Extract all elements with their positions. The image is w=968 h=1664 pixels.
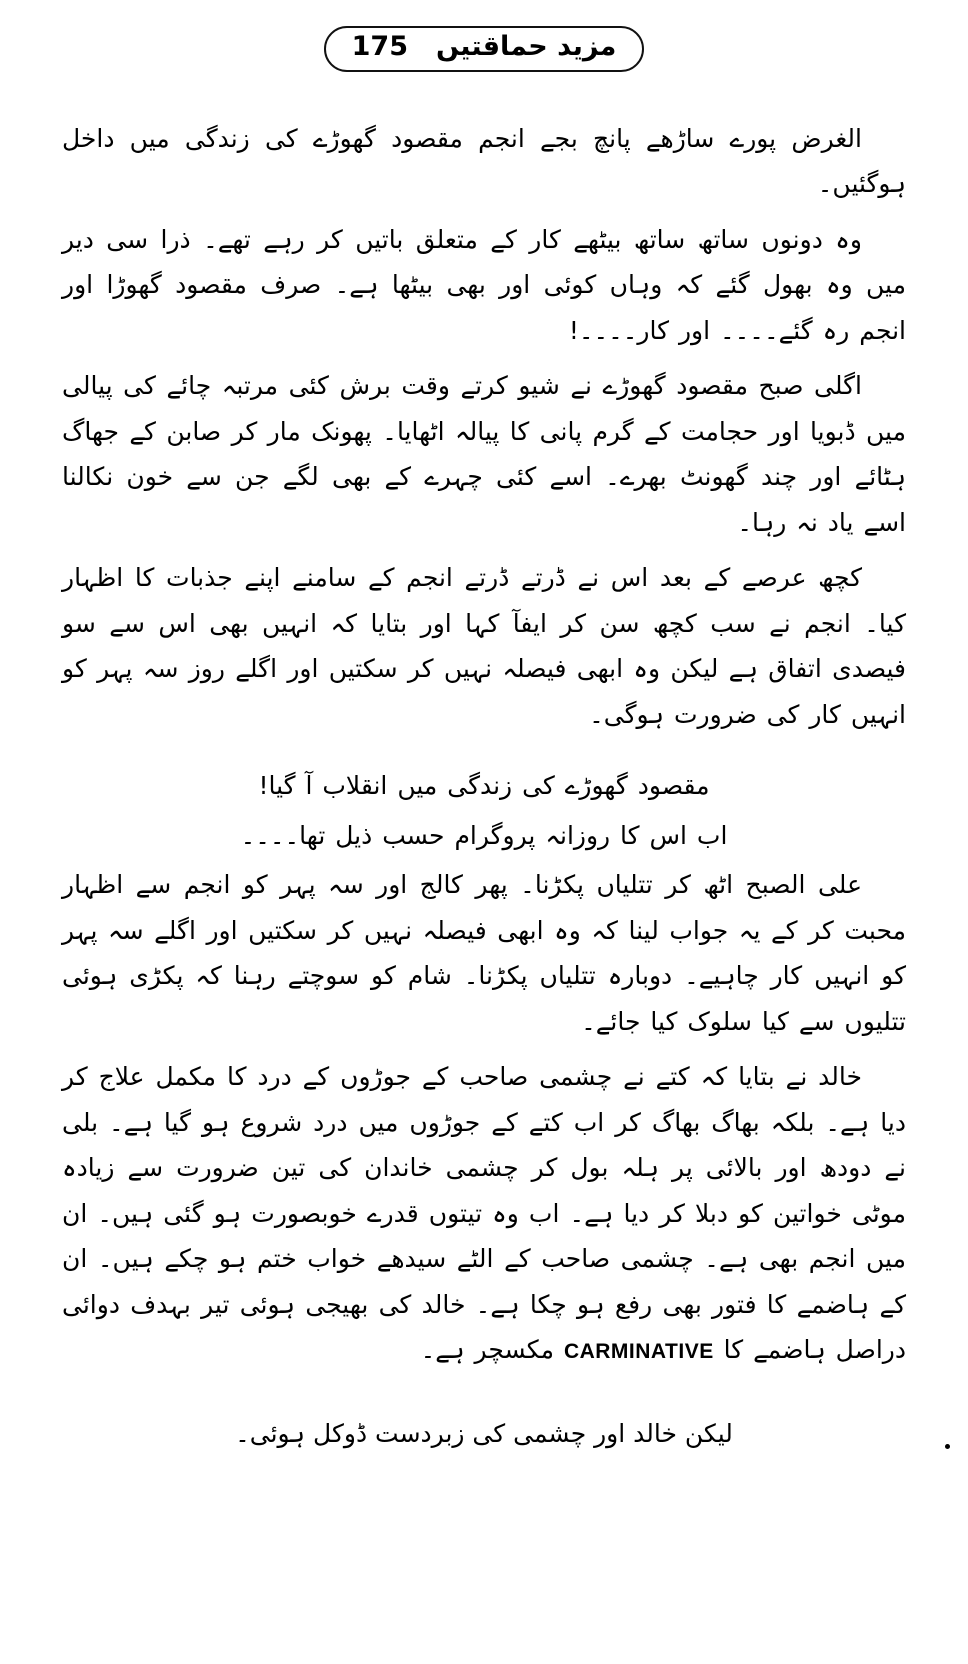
page-header (0, 0, 968, 72)
highlight-line-1: مقصود گھوڑے کی زندگی میں انقلاب آ گیا! (258, 771, 710, 801)
header-pill (324, 26, 645, 72)
paragraph-2: وہ دونوں ساتھ ساتھ بیٹھے کار کے متعلق باتیں کر رہے تھے۔ ذرا سی دیر میں وہ بھول گئے کہ وہاں کوئی اور بھی بیٹھا ہے۔ صرف مقصود گھوڑا اور انجم رہ گئے۔۔۔۔ اور کار۔۔۔۔! (62, 224, 906, 345)
paragraph-6 (62, 1054, 906, 1373)
page-body (0, 72, 968, 1373)
paragraph-6-tail: مکسچر ہے۔ (420, 1335, 564, 1365)
page-number: 175 (351, 31, 408, 62)
highlight-line-2: اب اس کا روزانہ پروگرام حسب ذیل تھا۔۔۔۔ (240, 820, 728, 850)
margin-dot-mark (945, 1444, 950, 1449)
carminative-term: CARMINATIVE (563, 1340, 714, 1364)
paragraph-5: علی الصبح اٹھ کر تتلیاں پکڑنا۔ پھر کالج اور سہ پہر کو انجم سے اظہار محبت کر کے یہ جواب لینا کہ وہ ابھی فیصلہ نہیں کر سکتیں اور اگلے سہ پہر کو انہیں کار چاہیے۔ دوبارہ تتلیاں پکڑنا۔ شام کو سوچتے رہنا کہ پکڑی ہوئی تتلیوں سے کیا سلوک کیا جائے۔ (62, 870, 906, 1036)
paragraph-6-text: خالد نے بتایا کہ کتے نے چشمی صاحب کے جوڑوں کے درد کا مکمل علاج کر دیا ہے۔ بلکہ بھاگ بھاگ کر اب کتے کے جوڑوں میں درد شروع ہو گیا ہے۔ بلی نے دودھ اور بالائی پر ہلہ بول کر چشمی خاندان کی تین ضرورت سے زیادہ موٹی خواتین کو دبلا کر دیا ہے۔ اب وہ تیتوں قدرے خوبصورت ہو گئی ہیں۔ ان میں انجم بھی ہے۔ چشمی صاحب کے الٹے سیدھے خواب ختم ہو چکے ہیں۔ ان کے ہاضمے کا فتور بھی رفع ہو چکا ہے۔ خالد کی بھیجی ہوئی تیر بہدف دوائی دراصل ہاضمے کا (62, 1062, 906, 1365)
paragraph-3: اگلی صبح مقصود گھوڑے نے شیو کرتے وقت برش کئی مرتبہ چائے کی پیالی میں ڈبویا اور حجامت کے گرم پانی کا پیالہ اٹھایا۔ پھونک مار کر صابن کے جھاگ ہٹائے اور چند گھونٹ بھرے۔ اسے کئی چہرے کے بھی لگے جن سے خون نکالنا اسے یاد نہ رہا۔ (62, 371, 906, 537)
book-title: مزید حماقتیں (436, 31, 617, 62)
closing-line: لیکن خالد اور چشمی کی زبردست ڈوکل ہوئی۔ (235, 1418, 733, 1448)
paragraph-4: کچھ عرصے کے بعد اس نے ڈرتے ڈرتے انجم کے سامنے اپنے جذبات کا اظہار کیا۔ انجم نے سب کچھ سن کر ایفآ کہا اور بتایا کہ انہیں بھی اس سے سو فیصدی اتفاق ہے لیکن وہ ابھی فیصلہ نہیں کر سکتیں اور اگلے روز سہ پہر کو انہیں کار کی ضرورت ہوگی۔ (62, 563, 906, 729)
paragraph-1: الغرض پورے ساڑھے پانچ بجے انجم مقصود گھوڑے کی زندگی میں داخل ہوگئیں۔ (62, 123, 906, 199)
